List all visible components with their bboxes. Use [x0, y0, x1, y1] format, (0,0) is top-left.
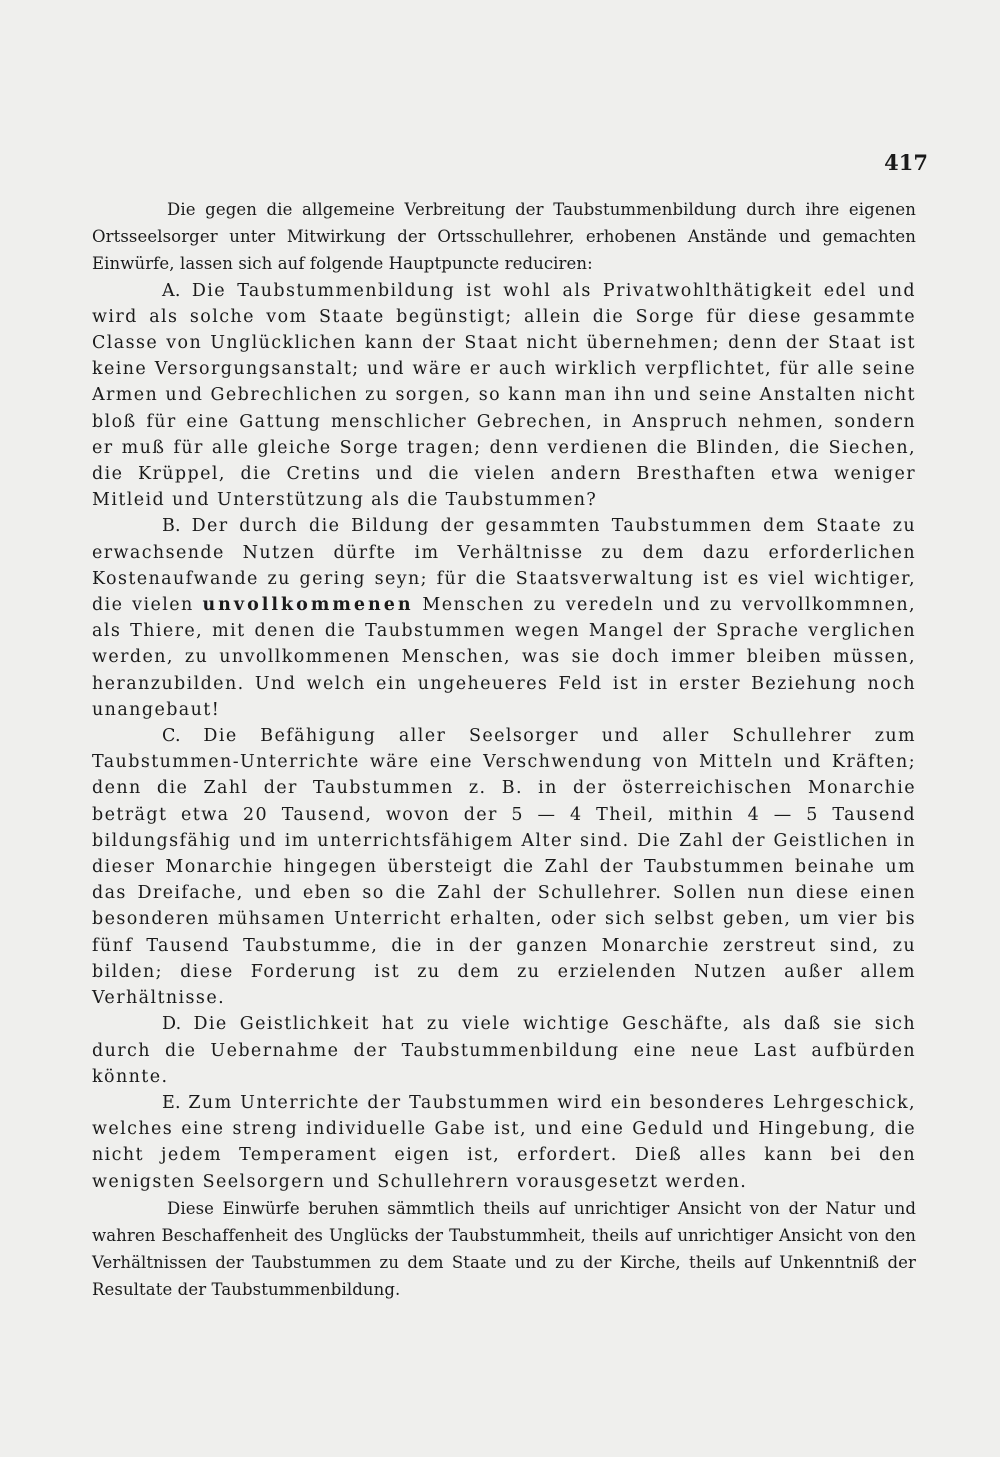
objection-text-before: Der durch die Bildung der gesammten Taubstummen dem Staate zu erwachsende Nutzen dürfte im Verhältnisse zu dem dazu erforderlichen Kostenaufwande zu gering seyn; für die Staatsverwaltung ist es viel wichtiger, die vielen: [92, 516, 916, 616]
objection-text-after: Menschen zu veredeln und zu vervollkommnen, als Thiere, mit denen die Taubstummen wegen Mangel der Sprache verglichen werden, zu unvollkommenen Menschen, was sie doch immer bleiben müssen, heranzubilden. Und welch ein ungeheueres Feld ist in erster Beziehung noch unangebaut!: [92, 595, 916, 720]
objection-letter: D.: [162, 1014, 182, 1035]
objection-text: Die Taubstummenbildung ist wohl als Privatwohlthätigkeit edel und wird als solche vom Staate begünstigt; allein die Sorge für diese gesammte Classe von Unglücklichen kann der Staat nicht übernehmen; denn der Staat ist keine Versorgungsanstalt; und wäre er auch wirklich verpflichtet, für alle seine Armen und Gebrechlichen zu sorgen, so kann man ihn und seine Anstalten nicht bloß für eine Gattung menschlicher Gebrechen, in Anspruch nehmen, sondern er muß für alle gleiche Sorge tragen; denn verdienen die Blinden, die Siechen, die Krüppel, die Cretins und die vielen andern Bresthaften etwa weniger Mitleid und Unterstützung als die Taubstummen?: [92, 280, 916, 511]
closing-text: Diese Einwürfe beruhen sämmtlich theils auf unrichtiger Ansicht von der Natur und wahren Beschaffenheit des Unglücks der Taubstummheit, theils auf unrichtiger Ansicht von den Verhältnissen der Taubstummen zu dem Staate und zu der Kirche, theils auf Unkenntniß der Resultate der Taubstummenbildung.: [92, 1198, 916, 1300]
objection-text: Die Geistlichkeit hat zu viele wichtige Geschäfte, als daß sie sich durch die Uebernahme der Taubstummenbildung eine neue Last aufbürden könnte.: [92, 1014, 916, 1087]
objection-text: Zum Unterrichte der Taubstummen wird ein besonderes Lehrgeschick, welches eine streng individuelle Gabe ist, und eine Geduld und Hingebung, die nicht jedem Temperament eigen ist, erfordert. Dieß alles kann bei den wenigsten Seelsorgern und Schullehrern vorausgesetzt werden.: [92, 1092, 917, 1192]
objection-list: [92, 278, 916, 1195]
intro-text: Die gegen die allgemeine Verbreitung der Taubstummenbildung durch ihre eigenen Ortsseelsorger unter Mitwirkung der Ortsschullehrer, erhobenen Anstände und gemachten Einwürfe, lassen sich auf folgende Hauptpuncte reduciren:: [92, 200, 916, 274]
page-number: 417: [884, 150, 928, 175]
objection-letter: A.: [162, 280, 181, 301]
page-body: [92, 196, 916, 1304]
objection-letter: B.: [162, 516, 181, 537]
objection-a: [92, 278, 916, 514]
intro-paragraph: [92, 196, 916, 278]
objection-b: [92, 513, 916, 723]
objection-c: [92, 723, 916, 1011]
closing-paragraph: [92, 1195, 916, 1304]
objection-d: [92, 1011, 916, 1090]
emphasized-word: unvollkommenen: [202, 595, 414, 616]
objection-e: [92, 1090, 916, 1195]
objection-text: Die Befähigung aller Seelsorger und aller Schullehrer zum Taubstummen-Unterrichte wäre eine Verschwendung von Mitteln und Kräften; denn die Zahl der Taubstummen z. B. in der österreichischen Monarchie beträgt etwa 20 Tausend, wovon der 5 — 4 Theil, mithin 4 — 5 Tausend bildungsfähig und im unterrichtsfähigem Alter sind. Die Zahl der Geistlichen in dieser Monarchie hingegen übersteigt die Zahl der Taubstummen beinahe um das Dreifache, und eben so die Zahl der Schullehrer. Sollen nun diese einen besonderen mühsamen Unterricht erhalten, oder sich selbst geben, um vier bis fünf Tausend Taubstumme, die in der ganzen Monarchie zerstreut sind, zu bilden; diese Forderung ist zu dem zu erzielenden Nutzen außer allem Verhältnisse.: [92, 726, 916, 1009]
objection-letter: C.: [162, 726, 181, 747]
objection-letter: E.: [162, 1092, 181, 1113]
